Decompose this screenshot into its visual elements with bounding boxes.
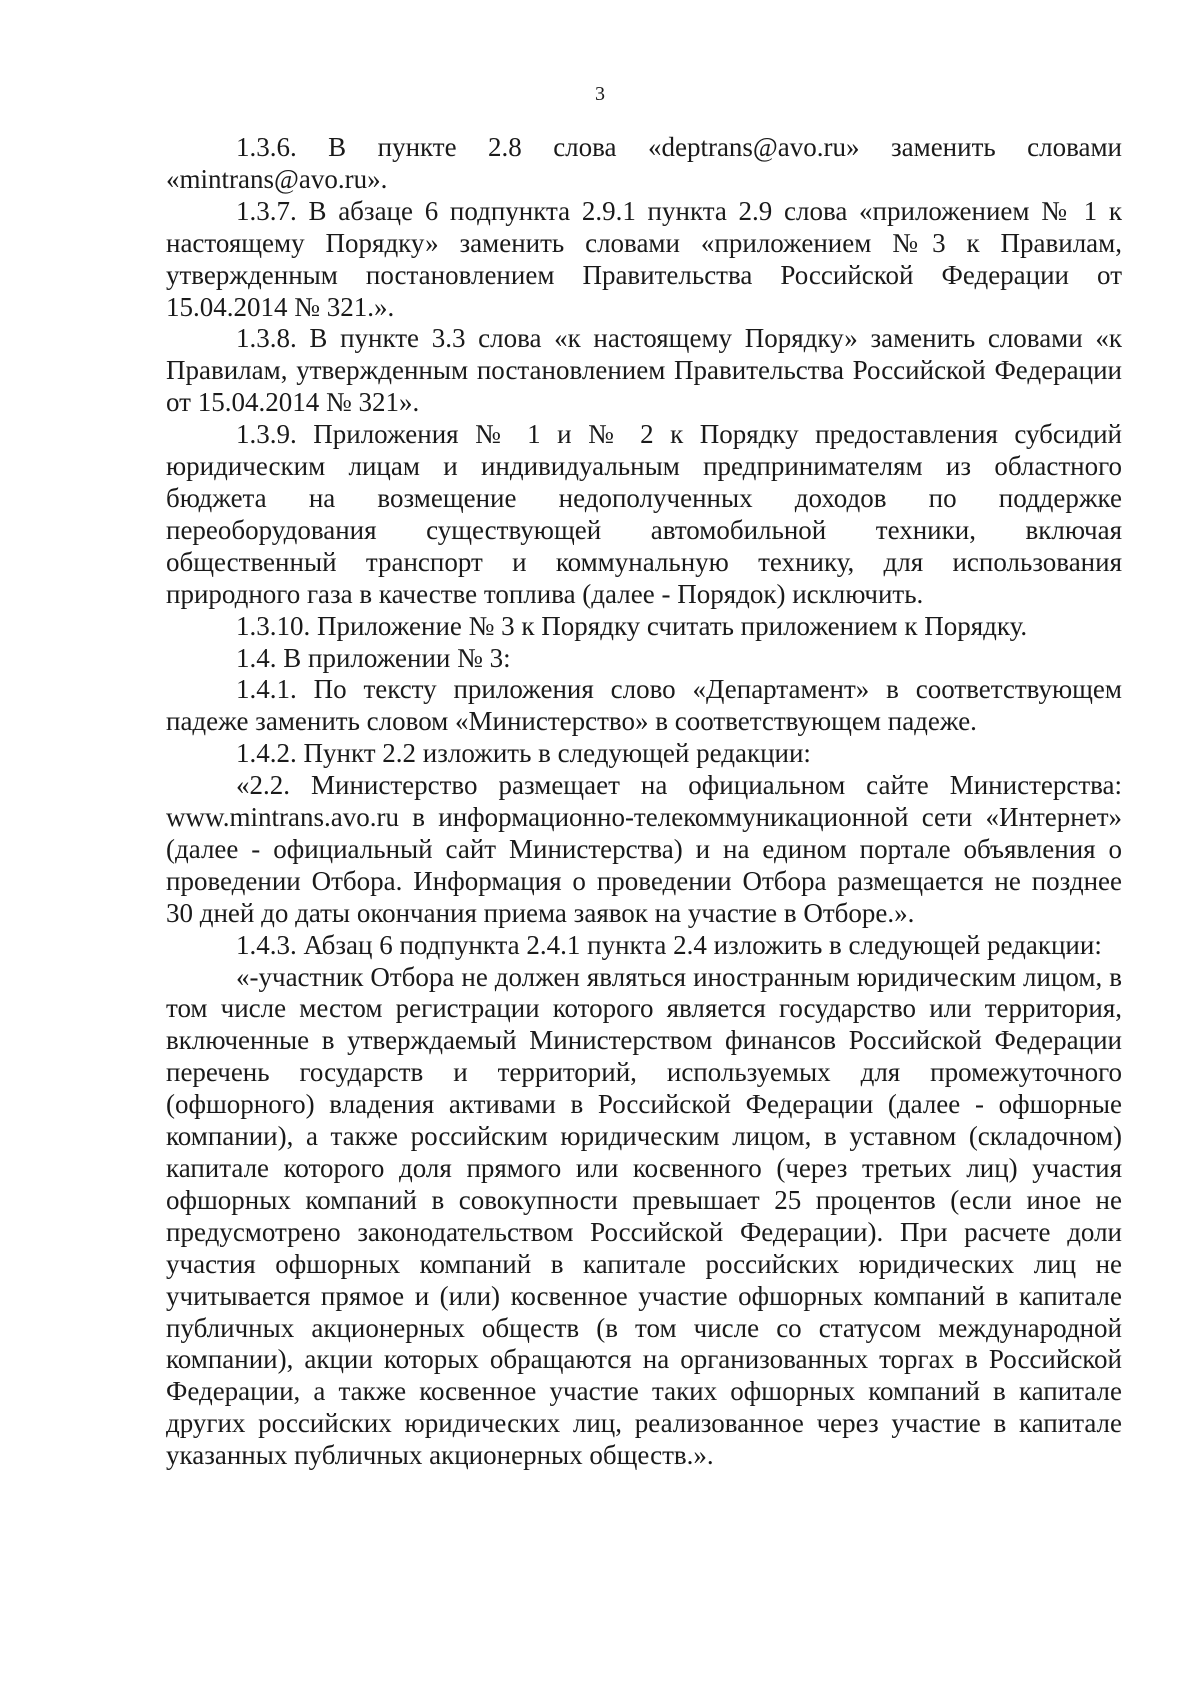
paragraph-1-3-6: 1.3.6. В пункте 2.8 слова «deptrans@avo.ru» заменить словами «mintrans@avo.ru». (166, 132, 1122, 194)
paragraph-1-4: 1.4. В приложении № 3: (236, 642, 511, 673)
paragraph-1-3-9: 1.3.9. Приложения № 1 и № 2 к Порядку предоставления субсидий юридическим лицам и индивидуальным предпринимателям из областного бюджета на возмещение недополученных доходов по поддержке переоборудования существующей автомобильной техники, включая общественный транспорт и коммунальную технику, для использования природного газа в качестве топлива (далее - Порядок) исключить. (166, 419, 1122, 609)
paragraph-1-4-1: 1.4.1. По тексту приложения слово «Департамент» в соответствующем падеже заменить словом «Министерство» в соответствующем падеже. (166, 674, 1122, 737)
paragraph-1-4-3: 1.4.3. Абзац 6 подпункта 2.4.1 пункта 2.4 изложить в следующей редакции: (236, 929, 1102, 960)
page-number: 3 (595, 83, 605, 105)
document-body (166, 132, 1122, 1472)
paragraph-1-4-2: 1.4.2. Пункт 2.2 изложить в следующей редакции: (236, 738, 811, 769)
paragraph-1-3-8: 1.3.8. В пункте 3.3 слова «к настоящему Порядку» заменить словами «к Правилам, утвержденным постановлением Правительства Российской Федерации от 15.04.2014 № 321». (166, 323, 1122, 418)
paragraph-1-3-7: 1.3.7. В абзаце 6 подпункта 2.9.1 пункта 2.9 слова «приложением № 1 к настоящему Порядку» заменить словами «приложением №3 к Правилам, утвержденным постановлением Правительства Российской Федерации от 15.04.2014 № 321.». (166, 195, 1122, 322)
paragraph-1-3-10: 1.3.10. Приложение № 3 к Порядку считать приложением к Порядку. (236, 610, 1028, 641)
paragraph-participant-quote: «-участник Отбора не должен являться иностранным юридическим лицом, в том числе местом регистрации которого является государство или территория, включенные в утверждаемый Министерством финансов Российской Федерации перечень государств и территорий, используемых для промежуточного (офшорного) владения активами в Российской Федерации (далее - офшорные компании), а также российским юридическим лицом, в уставном (складочном) капитале которого доля прямого или косвенного (через третьих лиц) участия офшорных компаний в совокупности превышает 25 процентов (если иное не предусмотрено законодательством Российской Федерации). При расчете доли участия офшорных компаний в капитале российских юридических лиц не учитывается прямое и (или) косвенное участие офшорных компаний в капитале публичных акционерных обществ (в том числе со статусом международной компании), акции которых обращаются на организованных торгах в Российской Федерации, а также косвенное участие таких офшорных компаний в капитале других российских юридических лиц, реализованное через участие в капитале указанных публичных акционерных обществ.». (166, 961, 1122, 1471)
paragraph-2-2-quote: «2.2. Министерство размещает на официальном сайте Министерства: www.mintrans.avo.ru в информационно-телекоммуникационной сети «Интернет» (далее - официальный сайт Министерства) и на едином портале объявления о проведении Отбора. Информация о проведении Отбора размещается не позднее 30 дней до даты окончания приема заявок на участие в Отборе.». (166, 770, 1122, 928)
